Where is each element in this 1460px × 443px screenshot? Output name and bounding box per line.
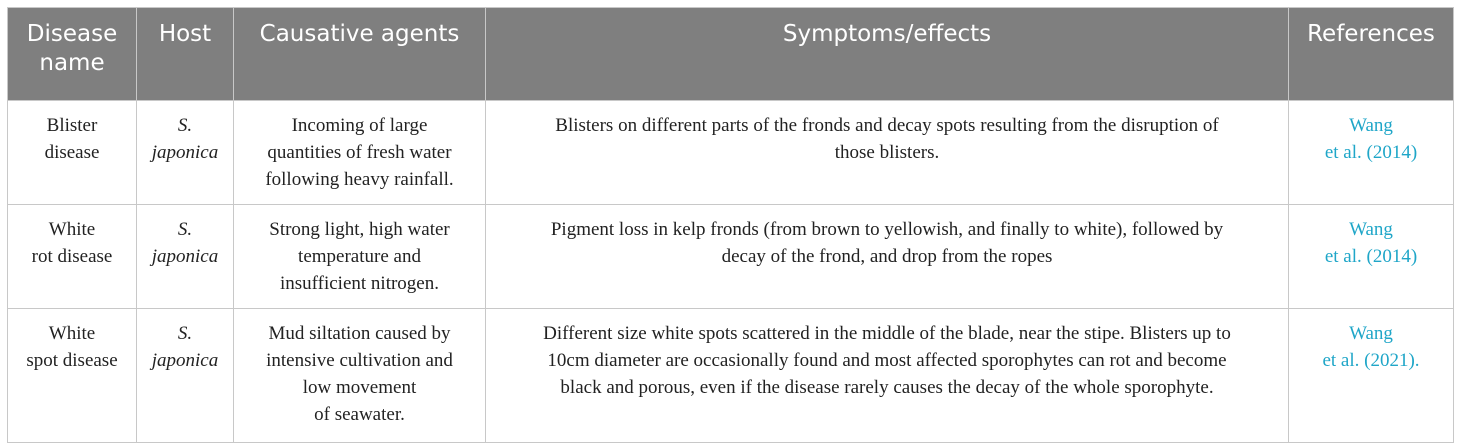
header-causative-agents-label: Causative agents (259, 21, 460, 47)
reference-cell[interactable] (1289, 205, 1454, 309)
reference-link[interactable]: Wang (1349, 323, 1393, 344)
table-row (8, 309, 1454, 443)
disease-name-line: White (48, 219, 96, 240)
host-line: S. (177, 323, 193, 344)
disease-name-line: Blister (46, 115, 98, 136)
agents-line: intensive cultivation and (266, 350, 453, 371)
header-disease-name-label: Disease name (26, 21, 118, 76)
host-line: S. (177, 115, 193, 136)
disease-name-line: disease (44, 142, 100, 163)
agents-line: Mud siltation caused by (268, 323, 451, 344)
host-line: japonica (151, 350, 219, 371)
agents-line: following heavy rainfall. (265, 169, 454, 190)
symptoms-cell (486, 101, 1289, 205)
disease-table (7, 7, 1454, 443)
agents-line: of seawater. (314, 404, 405, 425)
host-line: japonica (151, 246, 219, 267)
agents-line: insufficient nitrogen. (279, 273, 439, 294)
header-causative-agents (234, 8, 486, 101)
disease-cell (8, 101, 137, 205)
header-disease-name (8, 8, 137, 101)
agents-cell (234, 205, 486, 309)
symptoms-cell (486, 309, 1289, 443)
agents-line: Incoming of large (291, 115, 428, 136)
reference-link[interactable]: Wang (1349, 219, 1393, 240)
symptoms-line: Different size white spots scattered in the middle of the blade, near the stipe. Blisters up to (543, 323, 1231, 344)
symptoms-line: decay of the frond, and drop from the ropes (721, 246, 1053, 267)
reference-link[interactable]: et al. (2014) (1324, 246, 1418, 267)
symptoms-line: 10cm diameter are occasionally found and most affected sporophytes can rot and become (547, 350, 1227, 371)
header-references (1289, 8, 1454, 101)
agents-cell (234, 101, 486, 205)
agents-cell (234, 309, 486, 443)
disease-name-line: rot disease (31, 246, 113, 267)
disease-name-line: White (48, 323, 96, 344)
table-row (8, 205, 1454, 309)
reference-link[interactable]: et al. (2014) (1324, 142, 1418, 163)
agents-line: Strong light, high water (269, 219, 450, 240)
disease-cell (8, 205, 137, 309)
host-line: S. (177, 219, 193, 240)
host-cell (137, 205, 234, 309)
symptoms-line: black and porous, even if the disease rarely causes the decay of the whole sporophyte. (560, 377, 1214, 398)
symptoms-cell (486, 205, 1289, 309)
host-cell (137, 101, 234, 205)
symptoms-line: those blisters. (834, 142, 940, 163)
host-line: japonica (151, 142, 219, 163)
reference-link[interactable]: Wang (1349, 115, 1393, 136)
header-host-label: Host (158, 21, 212, 47)
table-row (8, 101, 1454, 205)
header-symptoms (486, 8, 1289, 101)
reference-link[interactable]: et al. (2021). (1322, 350, 1420, 371)
header-row (8, 8, 1454, 101)
symptoms-line: Blisters on different parts of the fronds and decay spots resulting from the disruption of (555, 115, 1219, 136)
reference-cell[interactable] (1289, 101, 1454, 205)
reference-cell[interactable] (1289, 309, 1454, 443)
agents-line: low movement (302, 377, 417, 398)
agents-line: quantities of fresh water (267, 142, 452, 163)
header-symptoms-label: Symptoms/effects (782, 21, 992, 47)
agents-line: temperature and (298, 246, 421, 267)
header-references-label: References (1307, 21, 1435, 47)
disease-cell (8, 309, 137, 443)
host-cell (137, 309, 234, 443)
disease-name-line: spot disease (26, 350, 118, 371)
symptoms-line: Pigment loss in kelp fronds (from brown to yellowish, and finally to white), followed by (550, 219, 1224, 240)
header-host (137, 8, 234, 101)
